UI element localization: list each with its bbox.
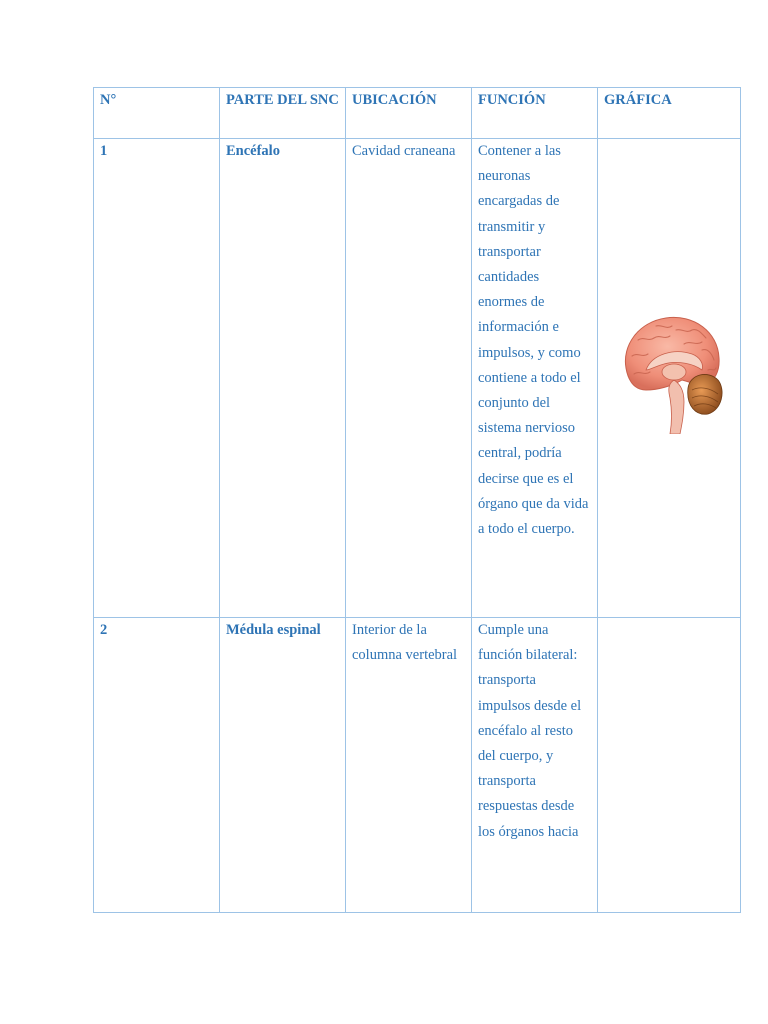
row-num: 2 [94,618,220,913]
table-row [94,139,741,618]
row-grafica [598,618,741,913]
table-header-row [94,88,741,139]
header-grafica: GRÁFICA [598,88,741,139]
row-ubicacion: Cavidad craneana [346,139,472,618]
header-ubicacion: UBICACIÓN [346,88,472,139]
row-funcion: Cumple una función bilateral: transporta impulsos desde el encéfalo al resto del cuerpo, y transporta respuestas desde los órganos hacia [472,618,598,913]
table-row [94,618,741,913]
snc-table [93,87,741,913]
row-parte: Médula espinal [220,618,346,913]
header-num: N° [94,88,220,139]
row-ubicacion: Interior de la columna vertebral [346,618,472,913]
brain-sagittal-icon [618,310,726,434]
row-num: 1 [94,139,220,618]
header-parte: PARTE DEL SNC [220,88,346,139]
header-funcion: FUNCIÓN [472,88,598,139]
row-parte: Encéfalo [220,139,346,618]
row-funcion: Contener a las neuronas encargadas de transmitir y transportar cantidades enormes de información e impulsos, y como contiene a todo el conjunto del sistema nervioso central, podría decirse que es el órgano que da vida a todo el cuerpo. [472,139,598,618]
row-grafica [598,139,741,618]
